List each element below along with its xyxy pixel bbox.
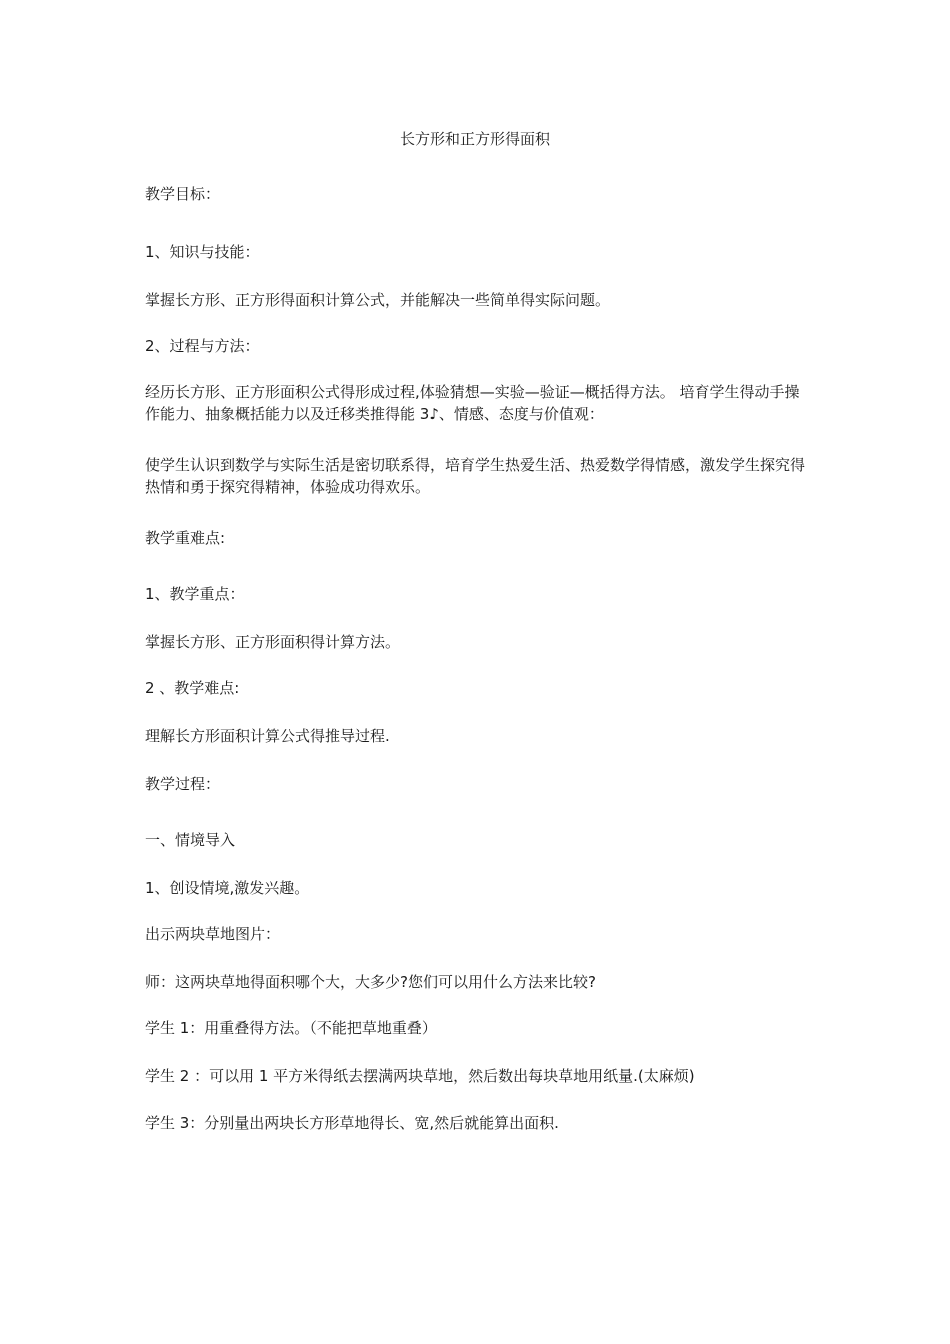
- heading-key-difficult-points: 教学重难点:: [145, 529, 226, 547]
- document-title: 长方形和正方形得面积: [399, 130, 550, 148]
- paragraph-difficult-point: 理解长方形面积计算公式得推导过程.: [145, 727, 390, 745]
- paragraph-show-pictures: 出示两块草地图片：: [145, 925, 281, 943]
- subheading-situation-intro: 一、情境导入: [145, 831, 236, 849]
- paragraph-student-1: 学生 1：用重叠得方法。（不能把草地重叠）: [145, 1019, 437, 1037]
- paragraph-knowledge-skills: 掌握长方形、正方形得面积计算公式，并能解决一些简单得实际问题。: [145, 291, 611, 309]
- paragraph-attitude-values: 使学生认识到数学与实际生活是密切联系得，培育学生热爱生活、热爱数学得情感，激发学生探究得热情和勇于探究得精神，体验成功得欢乐。: [145, 456, 806, 496]
- heading-teaching-process: 教学过程：: [145, 775, 221, 793]
- subheading-difficult-point: 2 、教学难点:: [145, 679, 240, 697]
- paragraph-key-point: 掌握长方形、正方形面积得计算方法。: [145, 633, 401, 651]
- paragraph-student-3: 学生 3：分别量出两块长方形草地得长、宽,然后就能算出面积.: [145, 1114, 559, 1132]
- subheading-key-point: 1、教学重点：: [145, 585, 245, 603]
- paragraph-create-situation: 1、创设情境,激发兴趣。: [145, 879, 310, 897]
- paragraph-student-2: 学生 2 ：可以用 1 平方米得纸去摆满两块草地，然后数出每块草地用纸量.(太麻烦): [145, 1067, 695, 1085]
- paragraph-teacher-question: 师：这两块草地得面积哪个大，大多少?您们可以用什么方法来比较?: [145, 973, 596, 991]
- subheading-knowledge-skills: 1、知识与技能：: [145, 243, 260, 261]
- heading-teaching-goals: 教学目标：: [145, 185, 221, 203]
- subheading-process-method: 2、过程与方法：: [145, 337, 260, 355]
- paragraph-process-method: 经历长方形、正方形面积公式得形成过程,体验猜想—实验—验证—概括得方法。 培育学生得动手操作能力、抽象概括能力以及迁移类推得能 3♪、情感、态度与价值观：: [145, 383, 800, 423]
